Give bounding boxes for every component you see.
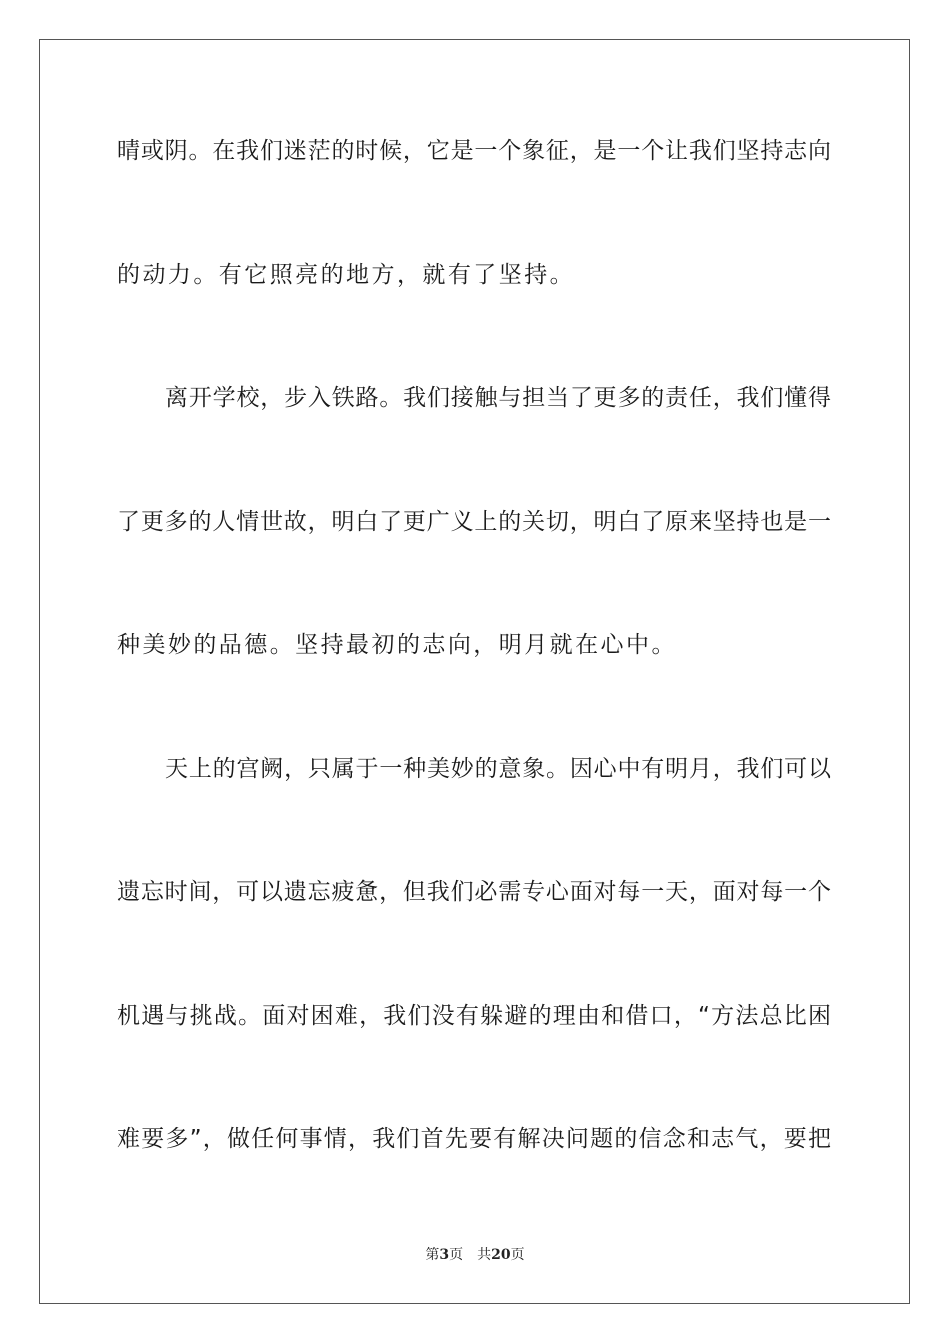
body-text-line: 了更多的人情世故，明白了更广义上的关切，明白了原来坚持也是一 [117, 509, 831, 535]
paragraph-first-line: 天上的宫阙，只属于一种美妙的意象。因心中有明月，我们可以 [165, 756, 831, 782]
page-prefix: 第 [425, 1247, 440, 1263]
body-text-line: 机遇与挑战。面对困难，我们没有躲避的理由和借口，“方法总比困 [117, 1003, 831, 1029]
total-pages: 20 [491, 1247, 511, 1263]
total-prefix: 共 [477, 1247, 492, 1263]
paragraph-first-line: 离开学校，步入铁路。我们接触与担当了更多的责任，我们懂得 [165, 385, 831, 411]
total-suffix: 页 [510, 1247, 525, 1263]
page-suffix: 页 [449, 1247, 464, 1263]
body-text-line: 遗忘时间，可以遗忘疲惫，但我们必需专心面对每一天，面对每一个 [117, 879, 831, 905]
body-text-line: 难要多”，做任何事情，我们首先要有解决问题的信念和志气，要把 [117, 1126, 831, 1152]
page-footer [0, 1244, 950, 1264]
body-text-line: 晴或阴。在我们迷茫的时候，它是一个象征，是一个让我们坚持志向 [117, 138, 831, 164]
page-number: 3 [439, 1247, 450, 1263]
body-text-line: 种美妙的品德。坚持最初的志向，明月就在心中。 [117, 632, 677, 658]
page-border [39, 39, 910, 1304]
body-text-line: 的动力。有它照亮的地方，就有了坚持。 [117, 262, 576, 288]
